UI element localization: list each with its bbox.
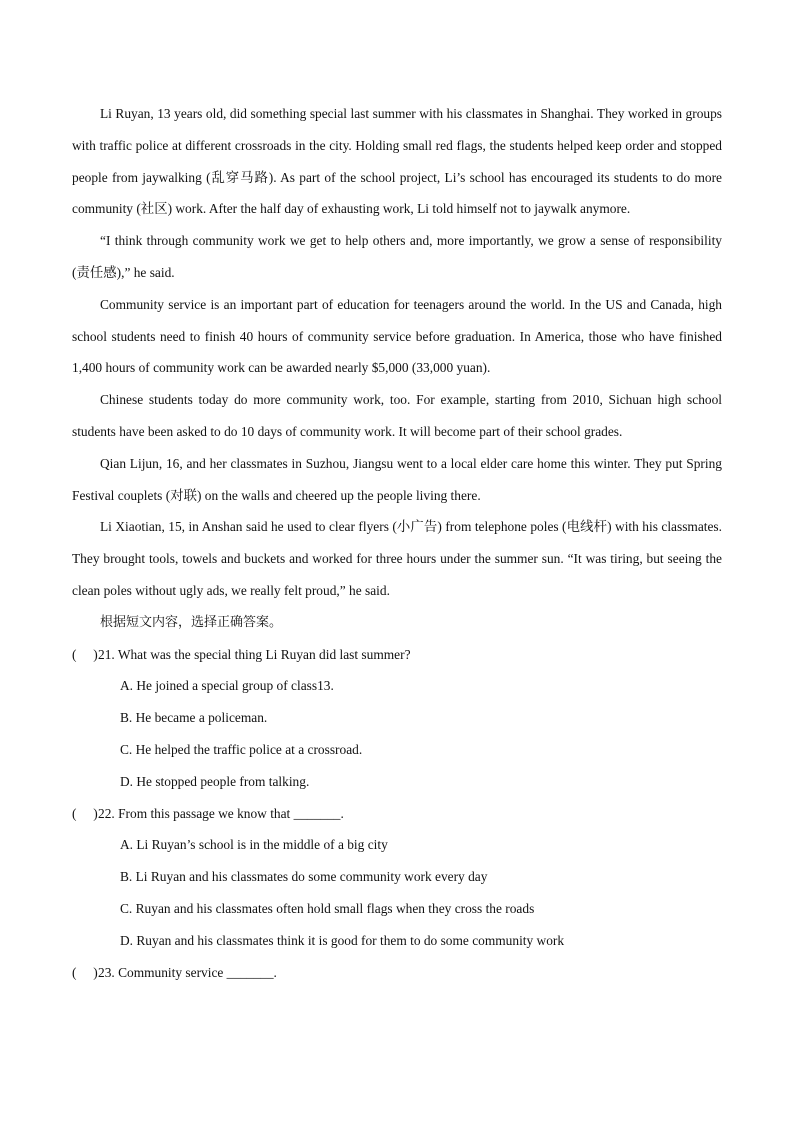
passage-paragraph-4: Chinese students today do more community work, too. For example, starting from 2010, Sichuan high school students have been asked to do 10 days of community work. It will become part of their school grades.	[72, 392, 722, 439]
question-text-22: 22. From this passage we know that _______.	[98, 805, 344, 821]
option-22-b: B. Li Ruyan and his classmates do some community work every day	[120, 869, 488, 885]
option-21-d: D. He stopped people from talking.	[120, 773, 310, 789]
question-text-23: 23. Community service _______.	[98, 964, 277, 980]
passage-paragraph-2: “I think through community work we get to help others and, more importantly, we grow a sense of responsibility (责任感),” he said.	[72, 233, 722, 280]
passage-paragraph-1: Li Ruyan, 13 years old, did something special last summer with his classmates in Shanghai. They worked in groups with traffic police at different crossroads in the city. Holding small red flags, the students helped keep order and stopped people from jaywalking (乱穿马路). As part of the school project, Li’s school has encouraged its students to do more community (社区) work. After the half day of exhausting work, Li told himself not to jaywalk anymore.	[72, 106, 722, 217]
option-21-c: C. He helped the traffic police at a crossroad.	[120, 741, 363, 757]
option-21-a: A. He joined a special group of class13.	[120, 678, 334, 694]
passage-paragraph-5: Qian Lijun, 16, and her classmates in Suzhou, Jiangsu went to a local elder care home this winter. They put Spring Festival couplets (对联) on the walls and cheered up the people living there.	[72, 455, 722, 503]
passage-paragraph-3: Community service is an important part of education for teenagers around the world. In the US and Canada, high school students need to finish 40 hours of community service before graduation. In America, those who have finished 1,400 hours of community work can be awarded nearly $5,000 (33,000 yuan).	[72, 296, 722, 376]
answer-blank-22[interactable]: ( )	[72, 805, 98, 821]
question-text-21: 21. What was the special thing Li Ruyan did last summer?	[98, 646, 411, 662]
question-stem-21	[72, 639, 722, 671]
answer-blank-23[interactable]: ( )	[72, 964, 98, 980]
option-22-c: C. Ruyan and his classmates often hold small flags when they cross the roads	[120, 900, 535, 916]
question-stem-22	[72, 798, 722, 830]
question-stem-23	[72, 957, 722, 989]
question-22	[72, 798, 722, 957]
passage-paragraph-6: Li Xiaotian, 15, in Anshan said he used to clear flyers (小广告) from telephone poles (电线杆) with his classmates. They brought tools, towels and buckets and worked for three hours under the summer sun. “It was tiring, but seeing the clean poles without ugly ads, we really felt proud,” he said.	[72, 519, 722, 598]
option-22-d: D. Ruyan and his classmates think it is good for them to do some community work	[120, 932, 565, 948]
document-content	[72, 98, 722, 988]
option-22-a: A. Li Ruyan’s school is in the middle of a big city	[120, 837, 388, 853]
question-23	[72, 957, 722, 989]
question-21	[72, 639, 722, 798]
option-21-b: B. He became a policeman.	[120, 710, 268, 726]
instruction-text: 根据短文内容，选择正确答案。	[100, 614, 283, 630]
answer-blank-21[interactable]: ( )	[72, 646, 98, 662]
